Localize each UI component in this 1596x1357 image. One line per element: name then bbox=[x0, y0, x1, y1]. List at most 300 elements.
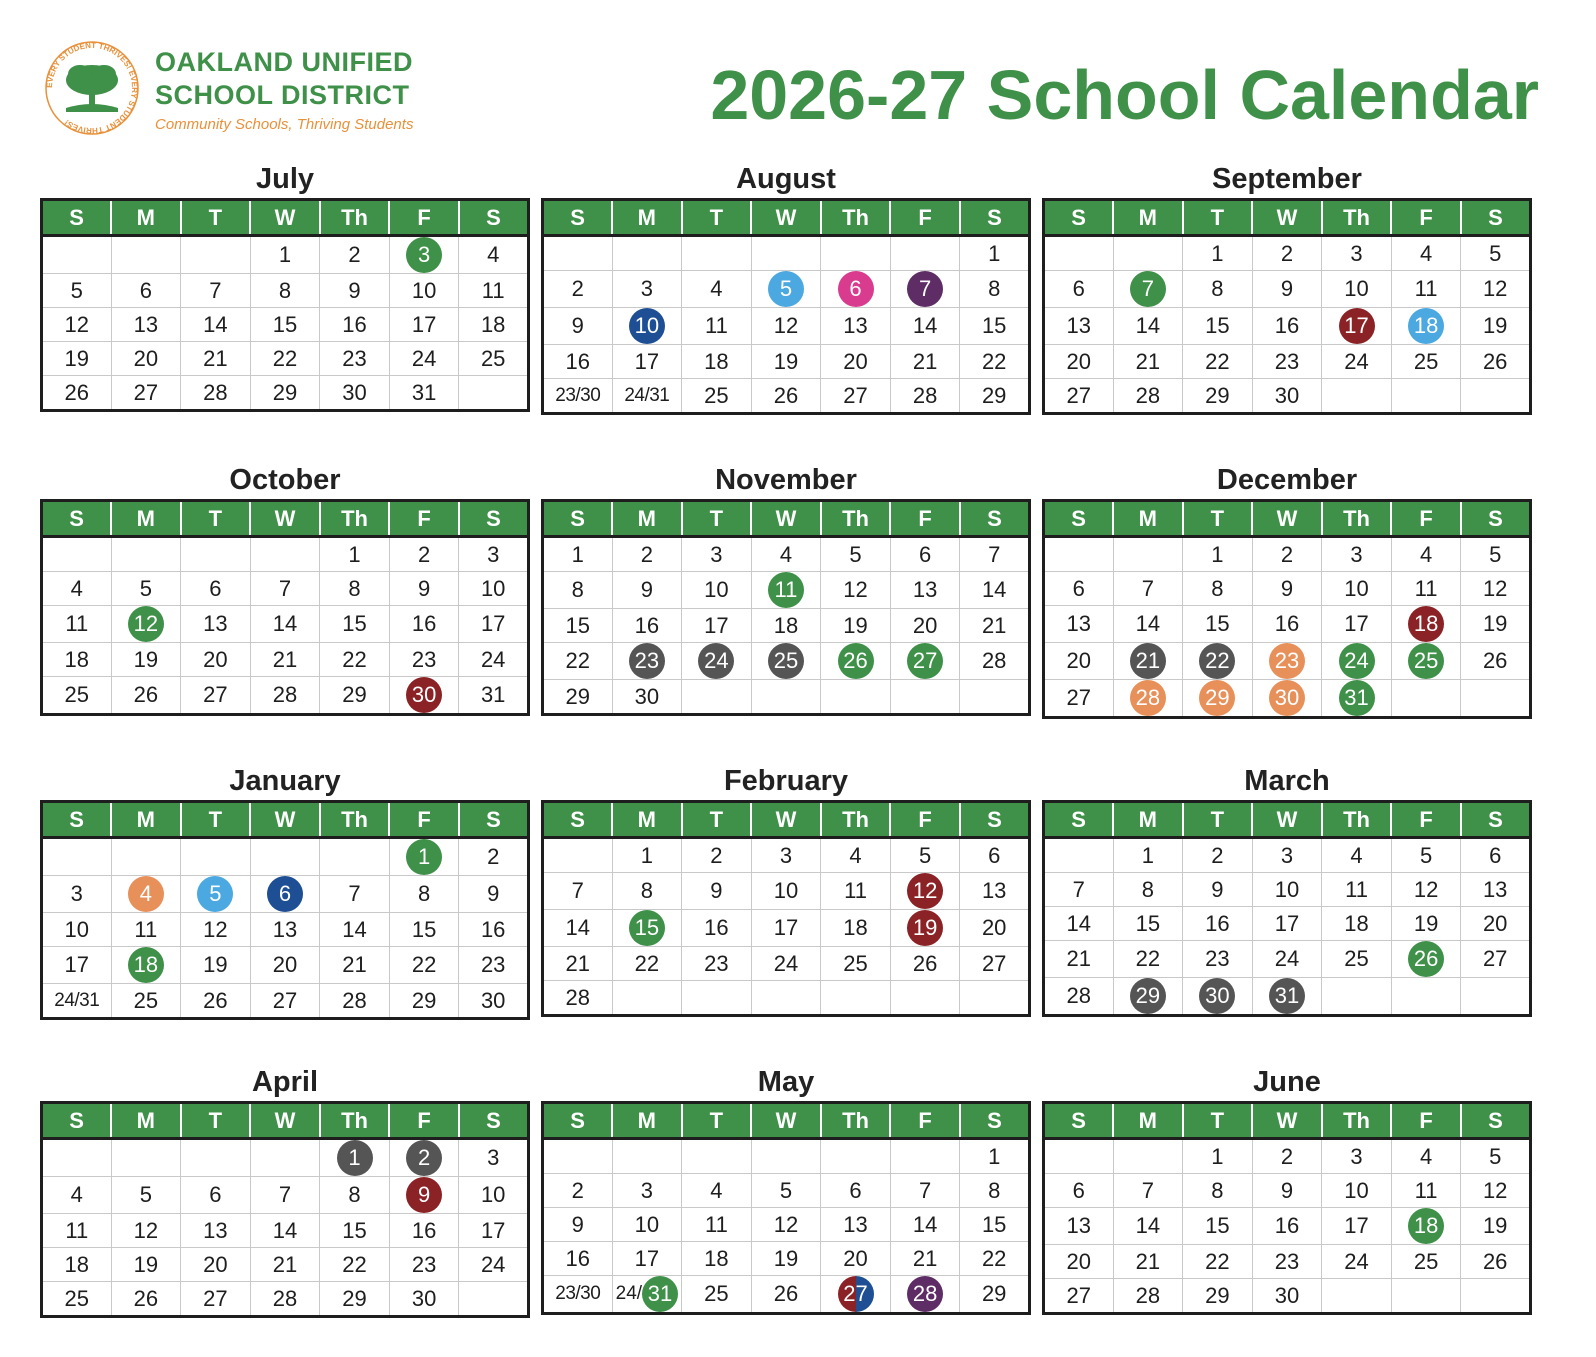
day-cell bbox=[960, 271, 1030, 308]
day-cell bbox=[459, 1214, 529, 1248]
day-cell bbox=[181, 876, 251, 913]
weekday-header-row bbox=[42, 1103, 529, 1139]
day-cell bbox=[320, 913, 390, 947]
day-number: 15 bbox=[1135, 910, 1161, 936]
week-row bbox=[1044, 572, 1531, 606]
weekday-header: M bbox=[1113, 501, 1183, 537]
day-number: 19 bbox=[133, 646, 159, 672]
weekday-header-row bbox=[1044, 1103, 1531, 1139]
day-number: 23 bbox=[411, 1251, 437, 1277]
day-number: 7 bbox=[988, 541, 1001, 567]
weekday-header: M bbox=[111, 802, 181, 838]
weekday-header: S bbox=[1461, 501, 1531, 537]
day-cell bbox=[42, 1214, 112, 1248]
day-cell bbox=[1391, 907, 1461, 941]
day-cell bbox=[1183, 978, 1253, 1016]
day-cell bbox=[1044, 1139, 1114, 1174]
day-number: 13 bbox=[1482, 876, 1508, 902]
day-number: 8 bbox=[278, 277, 292, 303]
day-number: 11 bbox=[704, 313, 728, 338]
day-cell bbox=[751, 1174, 821, 1208]
day-number: 30 bbox=[1274, 1282, 1300, 1308]
weekday-header: F bbox=[890, 1103, 960, 1139]
day-number: 11 bbox=[1414, 276, 1438, 301]
day-cell bbox=[111, 606, 181, 643]
day-number: 19 bbox=[773, 1245, 799, 1271]
week-row bbox=[42, 876, 529, 913]
day-cell bbox=[1391, 537, 1461, 572]
highlighted-day-marker: 30 bbox=[406, 677, 442, 713]
highlighted-day-marker: 28 bbox=[1130, 680, 1166, 716]
highlighted-day-marker: 12 bbox=[128, 606, 164, 642]
day-number: 29 bbox=[565, 683, 591, 709]
day-cell bbox=[1044, 907, 1114, 941]
day-cell bbox=[1183, 941, 1253, 978]
day-cell bbox=[389, 1139, 459, 1177]
day-number: 15 bbox=[411, 916, 437, 942]
day-cell bbox=[1044, 308, 1114, 345]
weekday-header: T bbox=[682, 1103, 752, 1139]
week-row bbox=[543, 379, 1030, 414]
day-cell bbox=[459, 1248, 529, 1282]
day-cell bbox=[821, 308, 891, 345]
day-number: 7 bbox=[1072, 876, 1085, 902]
day-cell bbox=[612, 680, 682, 715]
day-cell bbox=[1113, 1279, 1183, 1314]
weekday-header: Th bbox=[1322, 501, 1392, 537]
day-number: 18 bbox=[64, 1251, 90, 1277]
day-cell bbox=[543, 271, 613, 308]
day-number: 20 bbox=[1066, 348, 1092, 374]
day-number: 4 bbox=[779, 541, 793, 567]
day-cell bbox=[1183, 1139, 1253, 1174]
day-cell bbox=[320, 677, 390, 715]
day-cell bbox=[751, 345, 821, 379]
day-cell bbox=[1044, 941, 1114, 978]
day-number: 17 bbox=[634, 1245, 660, 1271]
day-number: 12 bbox=[1413, 876, 1439, 902]
week-row bbox=[543, 910, 1030, 947]
day-cell bbox=[751, 947, 821, 981]
day-number: 1 bbox=[1141, 842, 1154, 868]
day-cell bbox=[1113, 1174, 1183, 1208]
day-cell bbox=[612, 1208, 682, 1242]
day-number: 14 bbox=[981, 577, 1007, 602]
day-number: 9 bbox=[571, 1211, 584, 1237]
highlighted-day-marker: 28 bbox=[907, 1276, 943, 1312]
day-cell bbox=[42, 1177, 112, 1214]
day-cell bbox=[320, 876, 390, 913]
day-number: 22 bbox=[342, 646, 367, 672]
day-number: 27 bbox=[272, 987, 298, 1013]
day-cell bbox=[181, 236, 251, 274]
day-number: 3 bbox=[487, 541, 500, 567]
day-cell bbox=[1252, 345, 1322, 379]
day-cell bbox=[42, 1139, 112, 1177]
day-cell bbox=[1252, 236, 1322, 271]
page-title: 2026-27 School Calendar bbox=[710, 56, 1539, 134]
day-number: 11 bbox=[704, 1211, 728, 1237]
day-cell bbox=[890, 1208, 960, 1242]
day-number: 23 bbox=[1274, 348, 1300, 374]
day-number: 7 bbox=[278, 1182, 292, 1207]
day-number: 23 bbox=[1274, 1248, 1300, 1274]
highlighted-day-marker: 18 bbox=[1408, 1208, 1444, 1244]
day-cell bbox=[1183, 345, 1253, 379]
day-cell bbox=[960, 572, 1030, 609]
day-cell bbox=[250, 1214, 320, 1248]
day-number: 21 bbox=[1066, 946, 1092, 971]
week-row bbox=[543, 609, 1030, 643]
weekday-header: W bbox=[1252, 501, 1322, 537]
weekday-header: F bbox=[1391, 802, 1461, 838]
day-cell bbox=[751, 838, 821, 873]
day-number: 21 bbox=[272, 646, 298, 672]
day-cell bbox=[821, 271, 891, 308]
day-cell bbox=[960, 680, 1030, 715]
day-cell bbox=[181, 376, 251, 411]
weekday-header: S bbox=[1044, 200, 1114, 236]
day-cell bbox=[543, 379, 613, 414]
day-cell bbox=[111, 643, 181, 677]
day-number: 29 bbox=[981, 382, 1007, 408]
day-cell bbox=[1183, 1245, 1253, 1279]
highlighted-day-marker: 18 bbox=[1408, 606, 1444, 642]
highlighted-day-marker: 31 bbox=[1339, 680, 1375, 716]
day-cell bbox=[821, 981, 891, 1016]
day-cell bbox=[1183, 1208, 1253, 1245]
day-cell bbox=[1113, 1139, 1183, 1174]
day-cell bbox=[42, 838, 112, 876]
day-number: 29 bbox=[342, 1285, 367, 1311]
day-number: 25 bbox=[704, 382, 729, 408]
day-cell bbox=[890, 680, 960, 715]
weekday-header: M bbox=[111, 1103, 181, 1139]
day-cell bbox=[459, 1282, 529, 1317]
day-cell bbox=[682, 1139, 752, 1174]
day-cell bbox=[1322, 572, 1392, 606]
highlighted-day-marker: 4 bbox=[128, 876, 164, 912]
day-cell bbox=[111, 537, 181, 572]
day-cell bbox=[1183, 308, 1253, 345]
day-cell bbox=[543, 1208, 613, 1242]
day-cell bbox=[250, 537, 320, 572]
week-row bbox=[1044, 978, 1531, 1016]
day-cell bbox=[111, 947, 181, 984]
day-number: 11 bbox=[1414, 575, 1438, 601]
highlighted-day-marker: 15 bbox=[629, 910, 665, 946]
day-cell bbox=[751, 308, 821, 345]
day-number: 16 bbox=[1205, 910, 1230, 936]
day-cell bbox=[389, 876, 459, 913]
day-number: 19 bbox=[1482, 313, 1508, 338]
week-row bbox=[42, 572, 529, 606]
day-cell bbox=[1113, 236, 1183, 271]
day-cell bbox=[960, 1174, 1030, 1208]
day-cell bbox=[1322, 537, 1392, 572]
weekday-header: W bbox=[751, 1103, 821, 1139]
day-cell bbox=[459, 308, 529, 342]
weekday-header: S bbox=[1044, 802, 1114, 838]
day-number: 29 bbox=[272, 379, 298, 405]
day-cell bbox=[821, 1242, 891, 1276]
day-number: 11 bbox=[481, 277, 505, 303]
day-cell bbox=[1461, 1208, 1531, 1245]
day-cell bbox=[1461, 379, 1531, 414]
day-cell bbox=[1183, 537, 1253, 572]
day-cell bbox=[1391, 978, 1461, 1016]
highlighted-day-marker: 22 bbox=[1199, 643, 1235, 679]
week-row bbox=[543, 680, 1030, 715]
day-cell bbox=[42, 572, 112, 606]
month-name: December bbox=[1216, 464, 1358, 496]
day-cell bbox=[250, 643, 320, 677]
day-cell bbox=[1322, 1139, 1392, 1174]
weekday-header: S bbox=[459, 1103, 529, 1139]
day-number: 26 bbox=[133, 682, 159, 707]
weekday-header: W bbox=[250, 200, 320, 236]
day-number: 10 bbox=[1344, 1177, 1369, 1203]
day-cell bbox=[960, 910, 1030, 947]
day-number: 30 bbox=[342, 379, 367, 405]
weekday-header-row bbox=[1044, 501, 1531, 537]
week-row bbox=[42, 1139, 529, 1177]
week-row bbox=[1044, 345, 1531, 379]
day-number: 8 bbox=[571, 577, 584, 602]
day-number: 9 bbox=[417, 575, 431, 601]
day-cell bbox=[459, 1177, 529, 1214]
week-row bbox=[42, 376, 529, 411]
day-number: 4 bbox=[487, 242, 500, 267]
weekday-header: M bbox=[111, 501, 181, 537]
highlighted-day-marker: 21 bbox=[1130, 643, 1166, 679]
highlighted-day-marker: 24 bbox=[1339, 643, 1375, 679]
day-number: 26 bbox=[1482, 348, 1508, 374]
week-row bbox=[543, 873, 1030, 910]
day-cell bbox=[250, 342, 320, 376]
day-cell bbox=[1322, 379, 1392, 414]
day-number: 7 bbox=[918, 1177, 932, 1203]
day-cell bbox=[1183, 1174, 1253, 1208]
month-name: August bbox=[736, 163, 836, 195]
week-row bbox=[1044, 1245, 1531, 1279]
day-cell bbox=[682, 680, 752, 715]
day-cell bbox=[1113, 941, 1183, 978]
week-row bbox=[1044, 1208, 1531, 1245]
highlighted-day-marker: 9 bbox=[406, 1177, 442, 1213]
day-cell bbox=[111, 342, 181, 376]
day-cell bbox=[1044, 873, 1114, 907]
day-cell bbox=[42, 342, 112, 376]
day-cell bbox=[459, 572, 529, 606]
day-number: 19 bbox=[133, 1251, 159, 1277]
day-cell bbox=[890, 572, 960, 609]
day-number: 13 bbox=[1066, 1213, 1092, 1238]
highlighted-day-marker: 1 bbox=[406, 839, 442, 875]
day-number: 4 bbox=[849, 842, 862, 868]
day-number: 22 bbox=[342, 1251, 367, 1277]
day-cell bbox=[1391, 1279, 1461, 1314]
day-cell bbox=[612, 537, 682, 572]
day-cell bbox=[543, 910, 613, 947]
month-march bbox=[1042, 762, 1532, 1017]
day-number: 14 bbox=[1135, 611, 1161, 636]
weekday-header: Th bbox=[320, 501, 390, 537]
day-cell bbox=[181, 1282, 251, 1317]
highlighted-day-marker: 17 bbox=[1339, 308, 1375, 344]
day-cell bbox=[751, 643, 821, 680]
day-cell bbox=[821, 572, 891, 609]
day-cell bbox=[320, 274, 390, 308]
day-cell bbox=[543, 947, 613, 981]
day-number: 3 bbox=[640, 276, 653, 301]
day-cell bbox=[111, 1214, 181, 1248]
day-number: 22 bbox=[1205, 1248, 1230, 1274]
day-cell bbox=[250, 876, 320, 913]
day-number: 8 bbox=[988, 276, 1001, 301]
day-number: 2 bbox=[487, 844, 500, 869]
day-number: 21 bbox=[981, 612, 1007, 638]
week-row bbox=[1044, 907, 1531, 941]
week-row bbox=[543, 271, 1030, 308]
day-number: 26 bbox=[773, 382, 799, 408]
logo-ring-text: EVERY STUDENT THRIVES! EVERY STUDENT THRIVES! bbox=[44, 40, 140, 136]
day-number: 25 bbox=[704, 1281, 729, 1306]
day-cell bbox=[1322, 1174, 1392, 1208]
day-cell bbox=[1183, 236, 1253, 271]
day-cell bbox=[1322, 941, 1392, 978]
month-table bbox=[40, 800, 530, 1020]
day-number: 6 bbox=[849, 1177, 862, 1203]
day-cell bbox=[612, 379, 682, 414]
day-number: 17 bbox=[480, 1217, 506, 1243]
day-number: 16 bbox=[565, 1245, 591, 1271]
day-cell bbox=[1183, 572, 1253, 606]
weekday-header: S bbox=[1044, 501, 1114, 537]
day-cell bbox=[612, 643, 682, 680]
day-number: 18 bbox=[773, 612, 799, 638]
month-table bbox=[1042, 800, 1532, 1017]
day-number: 9 bbox=[1211, 876, 1224, 902]
day-cell bbox=[1113, 379, 1183, 414]
highlighted-day-marker: 19 bbox=[907, 910, 943, 946]
day-cell bbox=[1044, 838, 1114, 873]
day-cell bbox=[1391, 1174, 1461, 1208]
day-cell bbox=[389, 308, 459, 342]
day-number: 2 bbox=[1280, 240, 1294, 266]
day-cell bbox=[682, 910, 752, 947]
day-cell bbox=[1252, 838, 1322, 873]
day-number: 17 bbox=[1344, 1213, 1369, 1238]
day-number: 22 bbox=[565, 648, 591, 673]
day-number: 12 bbox=[203, 916, 228, 942]
day-number: 3 bbox=[710, 541, 723, 567]
day-cell bbox=[1322, 606, 1392, 643]
day-cell bbox=[111, 274, 181, 308]
day-cell bbox=[42, 537, 112, 572]
day-number: 26 bbox=[133, 1285, 159, 1311]
day-number: 24/31 bbox=[624, 384, 670, 406]
day-cell bbox=[320, 1139, 390, 1177]
weekday-header: S bbox=[42, 1103, 112, 1139]
day-cell bbox=[1252, 572, 1322, 606]
week-row bbox=[1044, 308, 1531, 345]
weekday-header: S bbox=[543, 200, 613, 236]
day-cell bbox=[612, 873, 682, 910]
day-cell bbox=[111, 1282, 181, 1317]
month-table bbox=[40, 1101, 530, 1318]
day-cell bbox=[459, 984, 529, 1019]
day-cell bbox=[1391, 345, 1461, 379]
weekday-header: W bbox=[751, 802, 821, 838]
week-row bbox=[42, 537, 529, 572]
weekday-header-row bbox=[1044, 802, 1531, 838]
day-number: 20 bbox=[133, 345, 159, 371]
weekday-header: F bbox=[890, 802, 960, 838]
day-cell bbox=[612, 1276, 682, 1314]
day-cell bbox=[320, 1177, 390, 1214]
day-number: 25 bbox=[1413, 348, 1439, 374]
day-number: 4 bbox=[70, 575, 83, 601]
weekday-header-row bbox=[42, 200, 529, 236]
day-cell bbox=[250, 947, 320, 984]
day-number: 13 bbox=[843, 313, 868, 338]
day-cell bbox=[1391, 1245, 1461, 1279]
day-cell bbox=[1461, 1139, 1531, 1174]
day-cell bbox=[1322, 271, 1392, 308]
day-cell bbox=[682, 643, 752, 680]
weekday-header: S bbox=[1461, 802, 1531, 838]
day-cell bbox=[181, 308, 251, 342]
day-number: 17 bbox=[480, 611, 506, 636]
day-number: 9 bbox=[571, 313, 584, 338]
week-row bbox=[1044, 1174, 1531, 1208]
day-cell bbox=[612, 236, 682, 271]
day-cell bbox=[459, 342, 529, 376]
day-number: 14 bbox=[342, 916, 367, 942]
day-cell bbox=[682, 271, 752, 308]
day-cell bbox=[389, 913, 459, 947]
day-number: 17 bbox=[634, 348, 660, 374]
district-name bbox=[155, 46, 413, 133]
day-cell bbox=[821, 910, 891, 947]
day-number: 25 bbox=[64, 682, 90, 707]
day-number: 19 bbox=[773, 348, 799, 374]
day-number: 8 bbox=[1141, 876, 1154, 902]
weekday-header: W bbox=[751, 501, 821, 537]
weekday-header: M bbox=[612, 802, 682, 838]
day-number: 12 bbox=[64, 311, 90, 337]
day-cell bbox=[751, 379, 821, 414]
week-row bbox=[543, 1242, 1030, 1276]
day-number: 7 bbox=[348, 881, 361, 906]
week-row bbox=[543, 1276, 1030, 1314]
day-cell bbox=[42, 876, 112, 913]
day-cell bbox=[1461, 873, 1531, 907]
day-cell bbox=[821, 680, 891, 715]
day-number: 18 bbox=[704, 1245, 729, 1271]
day-number: 1 bbox=[278, 242, 292, 267]
day-number: 20 bbox=[981, 915, 1007, 940]
weekday-header: Th bbox=[1322, 200, 1392, 236]
day-cell bbox=[890, 379, 960, 414]
day-cell bbox=[1391, 1139, 1461, 1174]
day-number: 16 bbox=[342, 311, 367, 337]
day-number: 13 bbox=[133, 311, 159, 337]
day-number: 29 bbox=[1205, 382, 1230, 408]
day-cell bbox=[1461, 236, 1531, 271]
week-row bbox=[1044, 680, 1531, 718]
